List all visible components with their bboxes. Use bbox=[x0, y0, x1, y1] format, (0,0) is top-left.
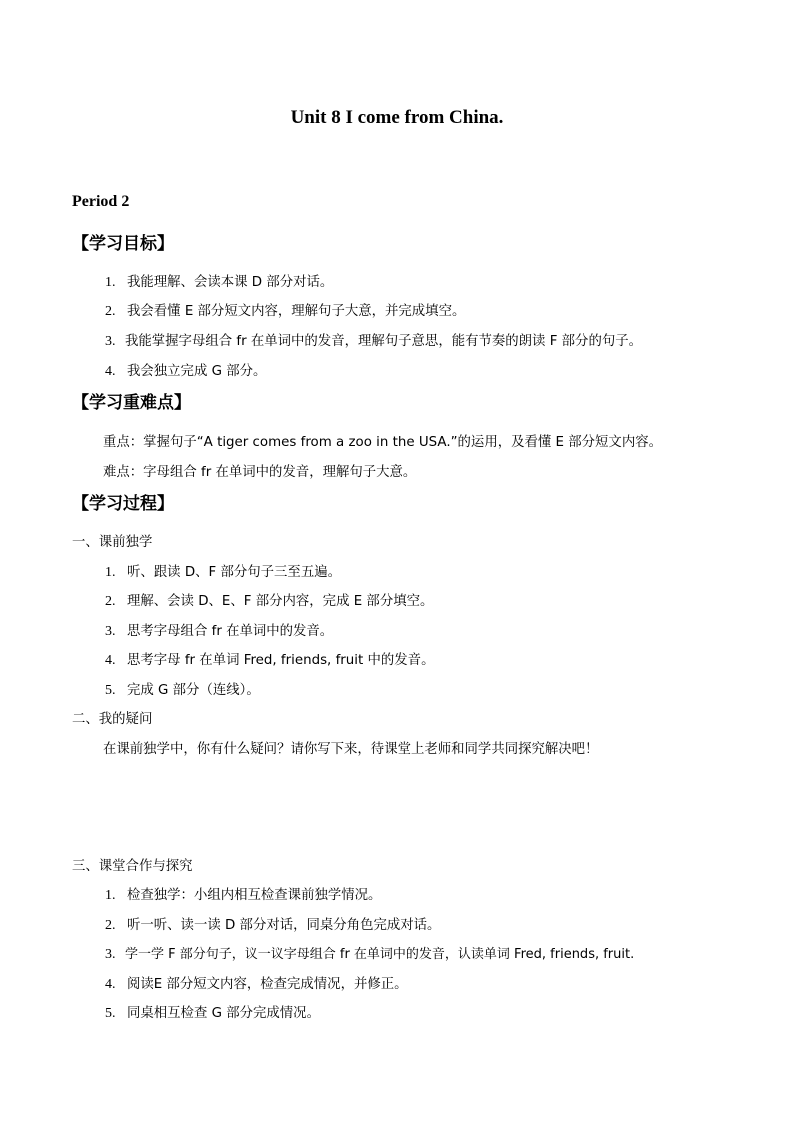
list-item-text: 我会看懂 E 部分短文内容，理解句子大意，并完成填空。 bbox=[127, 304, 466, 319]
section-heading-key-points: 【学习重难点】 bbox=[72, 393, 191, 413]
list-item-number: 5. bbox=[105, 1006, 116, 1021]
list-item-number: 2. bbox=[105, 594, 116, 609]
document-title: Unit 8 I come from China. bbox=[290, 107, 504, 128]
list-item-number: 4. bbox=[105, 653, 116, 668]
list-item-number: 1. bbox=[105, 888, 116, 903]
list-item bbox=[105, 945, 634, 965]
list-item bbox=[105, 563, 341, 583]
list-item bbox=[105, 622, 333, 642]
list-item-text: 学一学 F 部分句子，议一议字母组合 fr 在单词中的发音，认读单词 Fred, friends, fruit. bbox=[125, 947, 635, 962]
list-item-number: 2. bbox=[105, 304, 116, 319]
list-item-text: 完成 G 部分（连线）。 bbox=[127, 683, 260, 698]
subsection-heading-questions: 二、我的疑问 bbox=[72, 712, 153, 727]
list-item-number: 1. bbox=[105, 565, 116, 580]
section-heading-objectives: 【学习目标】 bbox=[72, 234, 174, 254]
section-heading-process: 【学习过程】 bbox=[72, 494, 174, 514]
list-item bbox=[105, 651, 434, 671]
list-item-text: 思考字母组合 fr 在单词中的发音。 bbox=[127, 624, 334, 639]
list-item-text: 我会独立完成 G 部分。 bbox=[127, 364, 267, 379]
list-item bbox=[105, 273, 333, 293]
list-item-number: 3. bbox=[105, 947, 116, 962]
list-item-text: 同桌相互检查 G 部分完成情况。 bbox=[127, 1006, 320, 1021]
list-item-number: 5. bbox=[105, 683, 116, 698]
list-item bbox=[105, 332, 642, 352]
list-item-text: 听一听、读一读 D 部分对话，同桌分角色完成对话。 bbox=[127, 918, 441, 933]
list-item-text: 我能理解、会读本课 D 部分对话。 bbox=[127, 275, 334, 290]
list-item-text: 阅读E 部分短文内容，检查完成情况，并修正。 bbox=[127, 977, 408, 992]
list-item-number: 4. bbox=[105, 977, 116, 992]
list-item-number: 3. bbox=[105, 624, 116, 639]
list-item-text: 理解、会读 D、E、F 部分内容，完成 E 部分填空。 bbox=[127, 594, 434, 609]
list-item-number: 4. bbox=[105, 364, 116, 379]
list-item-text: 检查独学：小组内相互检查课前独学情况。 bbox=[127, 888, 382, 903]
difficulty-line: 难点：字母组合 fr 在单词中的发音，理解句子大意。 bbox=[103, 465, 417, 480]
subsection-heading-cooperation: 三、课堂合作与探究 bbox=[72, 859, 193, 874]
list-item bbox=[105, 975, 408, 995]
key-point-line: 重点：掌握句子“A tiger comes from a zoo in the USA.”的运用，及看懂 E 部分短文内容。 bbox=[103, 435, 662, 450]
questions-prompt: 在课前独学中，你有什么疑问？请你写下来，待课堂上老师和同学共同探究解决吧！ bbox=[103, 742, 599, 757]
list-item bbox=[105, 886, 381, 906]
list-item bbox=[105, 302, 465, 322]
list-item-text: 听、跟读 D、F 部分句子三至五遍。 bbox=[127, 565, 341, 580]
list-item-text: 思考字母 fr 在单词 Fred, friends, fruit 中的发音。 bbox=[127, 653, 435, 668]
list-item-number: 3. bbox=[105, 334, 116, 349]
period-label: Period 2 bbox=[72, 193, 130, 210]
list-item bbox=[105, 1004, 320, 1024]
list-item bbox=[105, 681, 260, 701]
subsection-heading-preview: 一、课前独学 bbox=[72, 535, 153, 550]
list-item bbox=[105, 592, 433, 612]
list-item bbox=[105, 362, 266, 382]
list-item bbox=[105, 916, 440, 936]
list-item-text: 我能掌握字母组合 fr 在单词中的发音，理解句子意思，能有节奏的朗读 F 部分的句子。 bbox=[125, 334, 643, 349]
list-item-number: 1. bbox=[105, 275, 116, 290]
list-item-number: 2. bbox=[105, 918, 116, 933]
